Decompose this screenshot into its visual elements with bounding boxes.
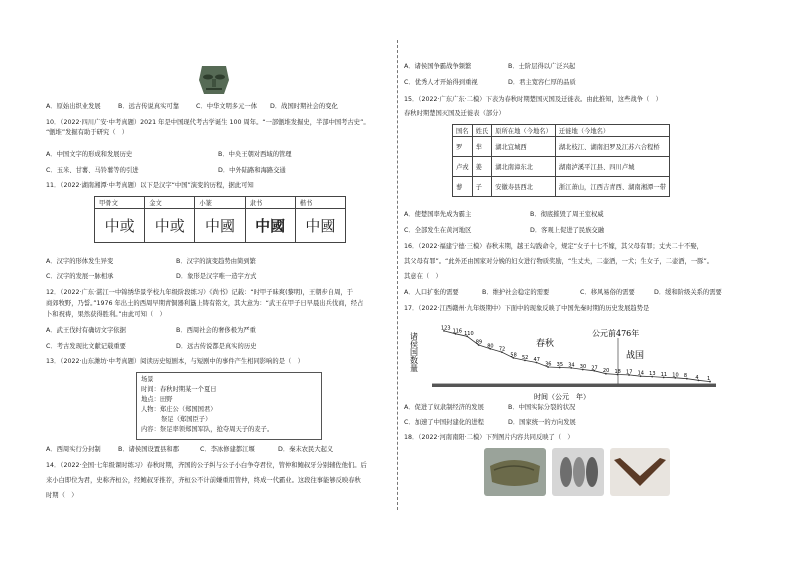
data-label: 1 [707,376,711,383]
q17-option-b: B．中国实际分裂的状况 [508,404,576,411]
q15-option-b: B．彻底摧毁了周王室权威 [530,211,604,218]
table-cell: 湖北南漳东北 [492,157,556,177]
script-glyph-clerical: 中國 [245,209,295,243]
table-cell: 湖北枝江、湖南汨罗及江苏六合程桥 [555,137,669,157]
divider-date-label: 公元前476年 [592,329,640,338]
table-cell: 子 [472,177,492,197]
q10-option-a: A．中国文字的形成和发展历史 [46,151,133,158]
q9-option-d: D．战国时期社会的变化 [270,103,338,110]
q14-option-b: B．士阶层得以广泛兴起 [508,63,576,70]
q13-stem: 13．（2022·山东潍坊·中考真题）阅读历史短剧本，与短剧中的事件产生相同影响的是（ ） [46,358,304,365]
table-cell: 安徽寿县西北 [492,177,556,197]
q14-line-3: 时期（ ） [46,492,78,499]
q9-option-b: B．远古传说真实可靠 [118,103,179,110]
q15-option-d: D．客观上促进了民族交融 [530,227,605,234]
scene-people: 人物：郑庄公（郑国国君） [141,406,217,413]
data-label: 72 [498,346,506,353]
q16-line-2: 其父母有罪”。“此外还由国家对分娩的妇女进行物质奖励，“生丈夫，二壶酒，一犬；生女子，二壶酒，一豚”。 [404,258,714,265]
q14-option-c: C．优秀人才开始得到重视 [404,79,478,86]
x-axis-label: 时间（公元 年） [534,393,590,401]
artifact-photo-1 [484,448,546,496]
q11-option-b: B．汉字的演变趋势由简到繁 [176,258,256,265]
q16-option-b: B．维护社会稳定的需要 [482,289,550,296]
q16-option-a: A．人口扩张的需要 [404,289,459,296]
q12-line-2: 商郊牧野，乃誓。”1976 年出土的西周早期青铜器利簋上铸有铭文，其大意为：“武王在甲子日早晨出兵伐商，经占 [46,300,364,307]
table-row [453,137,670,157]
x-axis-scale-bar [432,384,716,387]
script-evolution-table [94,196,346,243]
series-line [444,331,710,382]
data-label: 14 [637,370,644,377]
data-label: 123 [441,325,451,332]
data-label: 18 [614,369,621,376]
table-row [453,177,670,197]
q12-option-a: A．武王伐纣有确切文字依据 [46,327,126,334]
table-cell: 蓼 [453,177,473,197]
artifact-photo-2 [552,448,604,496]
data-label: 34 [568,362,575,369]
table-cell: 湖南泸溪平江县、四川卢城 [555,157,669,177]
table-cell: 芈 [472,137,492,157]
q12-line-3: 卜和祝祷，果然获得胜利。”由此可知（ ） [46,311,166,318]
period-label-chunqiu: 春秋 [536,339,555,349]
q13-option-c: C．李冰修建都江堰 [200,446,255,453]
table-cell: 浙江萧山，江西吉青西、湖南湘潭一带 [555,177,669,197]
q17-stem: 17．（2022·江西赣州·九年级期中）下面中的现象反映了中国先秦时期的历史发展趋势是 [404,305,650,312]
script-header: 金文 [145,197,195,209]
states-count-chart [404,322,792,402]
data-label: 4 [695,374,699,381]
data-label: 58 [510,352,517,359]
q10-option-d: D．中外陆路和海路交通 [218,167,286,174]
data-label: 110 [464,330,474,337]
data-label: 8 [683,373,688,380]
q15-table-caption: 春秋时期楚国灭国及迁徙表（部分） [404,110,505,117]
script-header: 甲骨文 [95,197,145,209]
q18-stem: 18．（2022·河南南阳·二模）下列图片内容共同反映了（ ） [404,434,574,441]
data-label: 10 [672,372,679,379]
table-header: 迁徙地（今地名） [555,125,669,137]
q16-line-3: 其意在（ ） [404,273,442,280]
q10-line-2: “甑堆”发掘有助于研究（ ） [46,129,129,136]
table-cell: 罗 [453,137,473,157]
q13-option-a: A．西周实行分封制 [46,446,101,453]
period-label-zhanguo: 战国 [626,351,645,361]
q10-option-c: C．玉米、甘薯、马铃薯等的引进 [46,167,139,174]
q9-option-a: A．原始出织业发展 [46,103,101,110]
scene-box [136,372,322,440]
data-label: 27 [591,365,598,372]
q12-line-1: 12．（2022·广东·湛江一中锦绣华景学校九年级阶段练习）《尚书》记载：“时甲子昧爽(黎明)，王朝步自周，于 [46,289,353,296]
table-header: 国名 [453,125,473,137]
q16-line-1: 16．（2022·福建宁德·三模）春秋末期，越王勾践命令，规定“女子十七不嫁，其父母有罪；丈夫二十不娶， [404,243,703,250]
q12-option-b: B．西周社会的奢侈极为严重 [176,327,256,334]
q11-option-d: D．象形是汉字唯一造字方式 [176,273,257,280]
q13-option-b: B．诸侯国设置县和郡 [118,446,179,453]
q17-option-c: C．加速了中国封建化的进程 [404,419,484,426]
q16-option-d: D．缓和阶级关系的需要 [654,289,722,296]
data-label: 47 [533,356,540,363]
q11-option-a: A．汉字的形体发生异变 [46,258,114,265]
data-label: 35 [556,361,564,368]
table-header: 原所在地（今地名） [492,125,556,137]
data-label: 17 [626,369,633,376]
script-glyph-seal: 中國 [195,209,245,243]
data-label: 13 [649,371,656,378]
q14-line-2: 来小白即位为君，史称齐桓公，经鲍叔牙推荐，齐桓公不计前嫌重用管仲，终成一代霸业。这段往事能够反映春秋 [46,477,361,484]
script-header: 楷书 [295,197,345,209]
chu-conquest-table [452,124,670,197]
q13-option-d: D．秦末农民大起义 [278,446,334,453]
q16-option-c: C．移风易俗的需要 [580,289,635,296]
q12-option-d: D．远古传说都是真实的历史 [176,343,257,350]
q12-option-c: C．考古发现比文献记载重要 [46,343,126,350]
data-label: 80 [487,343,494,350]
script-header: 隶书 [245,197,295,209]
table-cell: 卢戎 [453,157,473,177]
scene-title: 场景 [141,376,154,383]
script-header: 小篆 [195,197,245,209]
q15-option-a: A．使楚国率先成为霸主 [404,211,472,218]
bronze-mask-image [196,62,232,98]
scene-content: 内容：祭足率领郑国军队，抢夺周天子的麦子。 [141,426,274,433]
q14-line-1: 14．（2022·全国·七年级课时练习）春秋时期，齐国的公子纠与公子小白争夺君位，管仲和鲍叔牙分别辅佐他们。后 [46,462,367,469]
script-glyph-bronze: 中或 [145,209,195,243]
q14-option-a: A．诸侯国争霸战争频繁 [404,63,472,70]
data-label: 30 [579,364,587,371]
table-header: 姓氏 [472,125,492,137]
q10-line-1: 10．（2022·四川广安·中考真题）2021 年是中国现代考古学诞生 100 周年。“一部甑堆发掘史，半部中国考古史”。 [46,119,370,126]
q11-stem: 11．（2022·湖南湘潭·中考真题）以下是汉字“中国”演变的历程，据此可知 [46,182,254,189]
q11-option-c: C．汉字的发展一脉相承 [46,273,114,280]
data-label: 116 [452,328,463,335]
column-divider [397,40,398,510]
artifact-photo-3 [610,448,670,496]
y-axis-label: 诸侯国数量 [409,332,419,372]
q14-option-d: D．君主宽容仁厚的品质 [508,79,576,86]
data-label: 36 [545,361,552,368]
q10-option-b: B．中央王朝对西域的管理 [218,151,292,158]
script-glyph-oracle: 中或 [95,209,145,243]
data-label: 11 [660,371,668,378]
table-cell: 姜 [472,157,492,177]
scene-people-2: 祭足（郑国臣子） [161,416,212,423]
q15-line-1: 15．（2022·广东广东·二模）下表为春秋时期楚国灭国及迁徙表。由此推知，这些战争（ ） [404,96,662,103]
table-row [453,157,670,177]
data-label: 20 [602,368,610,375]
q17-option-a: A．促进了奴隶制经济的发展 [404,404,484,411]
q17-option-d: D．国家统一的方向发展 [508,419,576,426]
data-label: 89 [475,339,483,346]
scene-time: 时间：春秋时期某一个夏日 [141,386,217,393]
q15-option-c: C．全部发生在黄河地区 [404,227,472,234]
scene-place: 地点：田野 [141,396,173,403]
table-cell: 湖北宜城西 [492,137,556,157]
q9-option-c: C．中华文明多元一体 [196,103,258,110]
data-label: 52 [521,354,529,361]
script-glyph-regular: 中國 [295,209,345,243]
